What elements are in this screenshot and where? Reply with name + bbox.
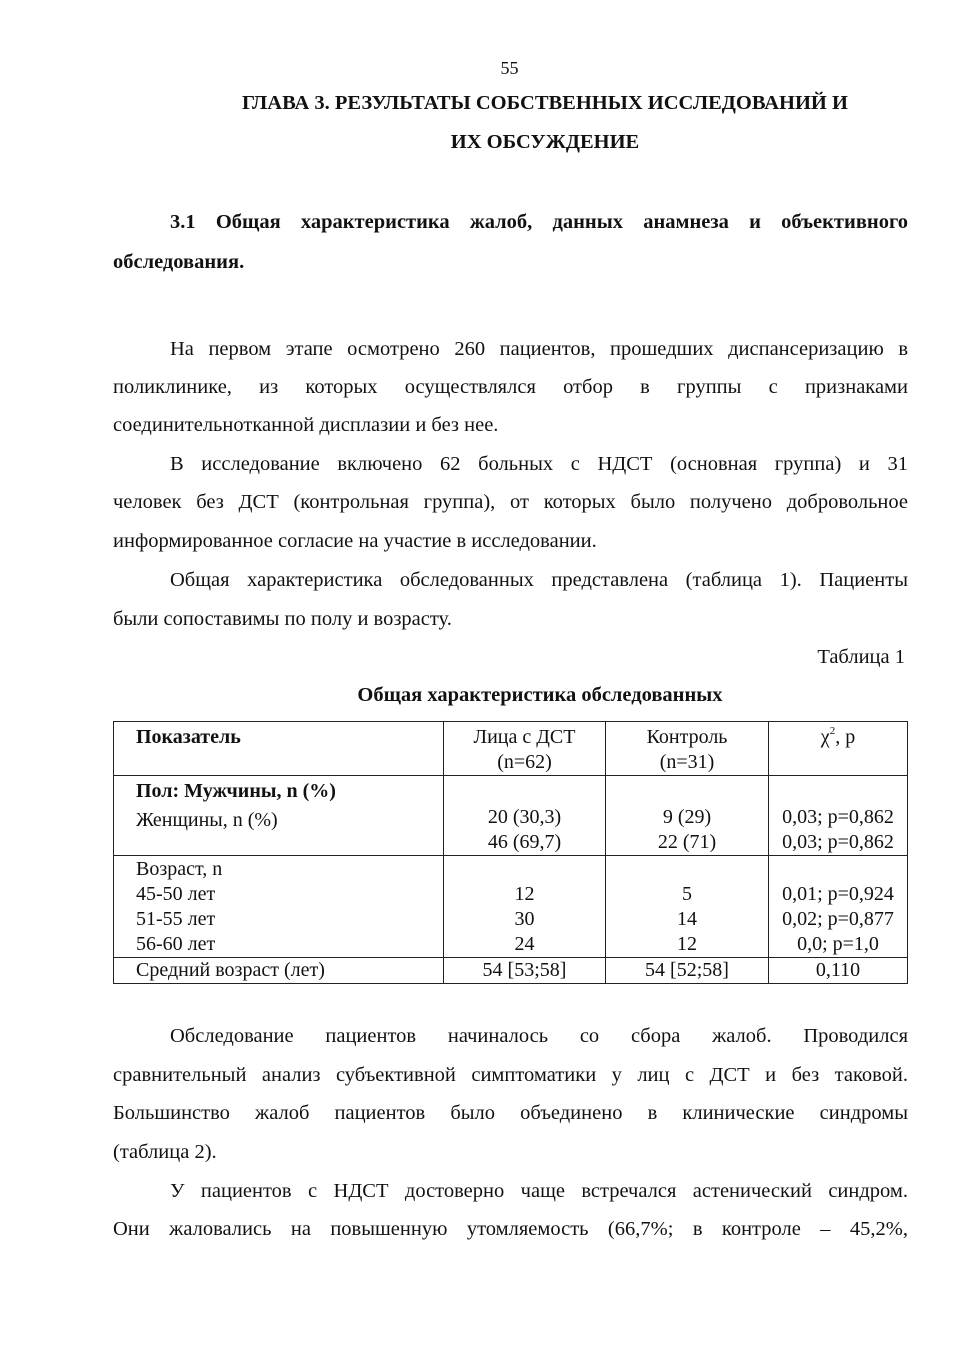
table-row-age [114,856,908,958]
mean-age-stat: 0,110 [769,958,908,984]
age-dst-values: 12 30 24 [444,856,606,958]
sex-labels: Пол: Мужчины, n (%) Женщины, n (%) [114,776,444,856]
paragraph-2-line-2: человек без ДСТ (контрольная группа), от которых было получено добровольное [113,491,908,513]
paragraph-1-line-1: На первом этапе осмотрено 260 пациентов, прошедших диспансеризацию в [170,338,908,360]
characteristics-table [113,721,908,984]
table-label: Таблица 1 [817,646,905,668]
chapter-title-line-1: ГЛАВА 3. РЕЗУЛЬТАТЫ СОБСТВЕННЫХ ИССЛЕДОВАНИЙ И [242,92,848,114]
header-indicator: Показатель [114,722,444,776]
chapter-title-line-2: ИХ ОБСУЖДЕНИЕ [450,131,640,153]
table-title: Общая характеристика обследованных [357,684,723,706]
paragraph-4-line-3: Большинство жалоб пациентов было объединено в клинические синдромы [113,1102,908,1124]
section-heading-line-2: обследования. [113,251,245,273]
paragraph-1-line-3: соединительнотканной дисплазии и без нее. [113,414,499,436]
sex-control-values: 9 (29) 22 (71) [606,776,769,856]
paragraph-3-line-2: были сопоставимы по полу и возрасту. [113,608,452,630]
paragraph-4-line-2: сравнительный анализ субъективной симптоматики у лиц с ДСТ и без таковой. [113,1064,908,1086]
header-chi-square: $\chi^2$, р [769,722,908,776]
mean-age-dst: 54 [53;58] [444,958,606,984]
paragraph-4-line-4: (таблица 2). [113,1141,217,1163]
table-header-row [114,722,908,776]
header-control: Контроль (n=31) [606,722,769,776]
paragraph-3-line-1: Общая характеристика обследованных представлена (таблица 1). Пациенты [170,569,908,591]
paragraph-2-line-1: В исследование включено 62 больных с НДСТ (основная группа) и 31 [170,453,908,475]
section-heading-line-1: 3.1 Общая характеристика жалоб, данных анамнеза и объективного [170,211,908,233]
page-number: 55 [500,58,519,78]
table-row-mean-age [114,958,908,984]
age-labels: Возраст, n 45-50 лет 51-55 лет 56-60 лет [114,856,444,958]
mean-age-label: Средний возраст (лет) [114,958,444,984]
header-dst: Лица с ДСТ (n=62) [444,722,606,776]
paragraph-5-line-1: У пациентов с НДСТ достоверно чаще встречался астенический синдром. [170,1180,908,1202]
age-stat-values: 0,01; р=0,924 0,02; р=0,877 0,0; р=1,0 [769,856,908,958]
sex-stat-values: 0,03; р=0,862 0,03; р=0,862 [769,776,908,856]
sex-dst-values: 20 (30,3) 46 (69,7) [444,776,606,856]
table-row-sex [114,776,908,856]
paragraph-1-line-2: поликлинике, из которых осуществлялся отбор в группы с признаками [113,376,908,398]
paragraph-4-line-1: Обследование пациентов начиналось со сбора жалоб. Проводился [170,1025,908,1047]
age-control-values: 5 14 12 [606,856,769,958]
mean-age-control: 54 [52;58] [606,958,769,984]
paragraph-2-line-3: информированное согласие на участие в исследовании. [113,530,597,552]
paragraph-5-line-2: Они жаловались на повышенную утомляемость (66,7%; в контроле – 45,2%, [113,1218,908,1240]
